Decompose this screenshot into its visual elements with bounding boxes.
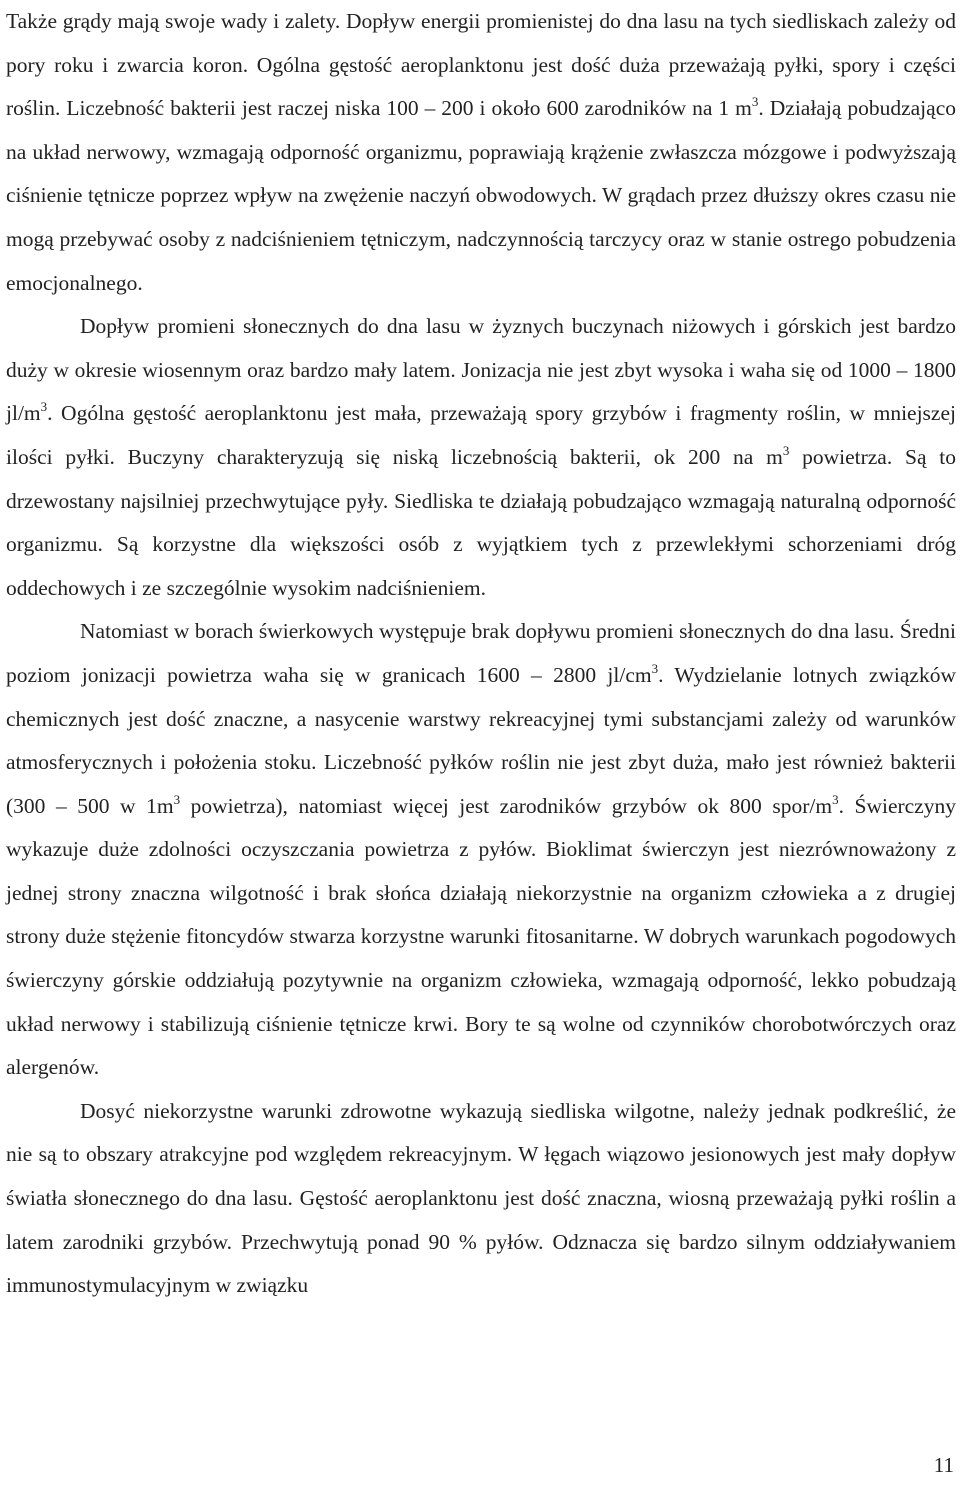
text-run: . Działają pobudzająco na układ nerwowy, wzmagają odporność organizmu, poprawiają krążenie zwłaszcza mózgowe i podwyższają ciśnienie tętnicze poprzez wpływ na zwężenie naczyń obwodowych. W grądach przez dłuższy okres czasu nie mogą przebywać osoby z nadciśnieniem tętniczym, nadczynnością tarczycy oraz w stanie ostrego pobudzenia emocjonalnego. [6,96,956,295]
paragraph-4 [6,1090,956,1308]
superscript: 3 [651,660,659,676]
superscript: 3 [782,442,790,458]
page-number: 11 [933,1453,954,1477]
superscript: 3 [751,94,759,110]
paragraph-3 [6,610,956,1090]
paragraph-2 [6,305,956,610]
text-run: powietrza), natomiast więcej jest zarodników grzybów ok 800 spor/m [180,793,833,818]
superscript: 3 [832,791,839,807]
superscript: 3 [173,791,181,807]
text-run: Dosyć niekorzystne warunki zdrowotne wykazują siedliska wilgotne, należy jednak podkreślić, że nie są to obszary atrakcyjne pod względem rekreacyjnym. W łęgach wiązowo jesionowych jest mały dopływ światła słonecznego do dna lasu. Gęstość aeroplanktonu jest dość znaczna, wiosną przeważają pyłki roślin a latem zarodniki grzybów. Przechwytują ponad 90 % pyłów. Odznacza się bardzo silnym oddziaływaniem immunostymulacyjnym w związku [6,1098,956,1298]
text-run: . Świerczyny wykazuje duże zdolności oczyszczania powietrza z pyłów. Bioklimat świerczyn jest niezrównoważony z jednej strony znaczna wilgotność i brak słońca działają niekorzystnie na organizm człowieka a z drugiej strony duże stężenie fitoncydów stwarza korzystne warunki fitosanitarne. W dobrych warunkach pogodowych świerczyny górskie oddziałują pozytywnie na organizm człowieka, wzmagają odporność, lekko pobudzają układ nerwowy i stabilizują ciśnienie tętnicze krwi. Bory te są wolne od czynników chorobotwórczych oraz alergenów. [6,793,956,1080]
document-page [6,0,956,1308]
text-run: . Wydzielanie lotnych związków chemicznych jest dość znaczne, a nasycenie warstwy rekreacyjnej tymi substancjami zależy od warunków atmosferycznych i położenia stoku. Liczebność pyłków roślin nie jest zbyt duża, mało jest również bakterii (300 – 500 w 1m [6,662,956,818]
paragraph-1 [6,0,956,305]
superscript: 3 [40,399,48,415]
text-run: Także grądy mają swoje wady i zalety. Dopływ energii promienistej do dna lasu na tych siedliskach zależy od pory roku i zwarcia koron. Ogólna gęstość aeroplanktonu jest dość duża przeważają pyłki, spory i części roślin. Liczebność bakterii jest raczej niska 100 – 200 i około 600 zarodników na 1 m [6,9,956,121]
text-run: . Ogólna gęstość aeroplanktonu jest mała, przeważają spory grzybów i fragmenty roślin, w mniejszej ilości pyłki. Buczyny charakteryzują się niską liczebnością bakterii, ok 200 na m [6,401,956,469]
text-run: Dopływ promieni słonecznych do dna lasu w żyznych buczynach niżowych i górskich jest bardzo duży w okresie wiosennym oraz bardzo mały latem. Jonizacja nie jest zbyt wysoka i waha się od 1000 – 1800 jl/m [6,314,956,426]
text-run: Natomiast w borach świerkowych występuje brak dopływu promieni słonecznych do dna lasu. Średni poziom jonizacji powietrza waha się w granicach 1600 – 2800 jl/cm [6,619,956,687]
text-run: powietrza. Są to drzewostany najsilniej przechwytujące pyły. Siedliska te działają pobudzająco wzmagają naturalną odporność organizmu. Są korzystne dla większości osób z wyjątkiem tych z przewlekłymi schorzeniami dróg oddechowych i ze szczególnie wysokim nadciśnieniem. [6,444,956,600]
